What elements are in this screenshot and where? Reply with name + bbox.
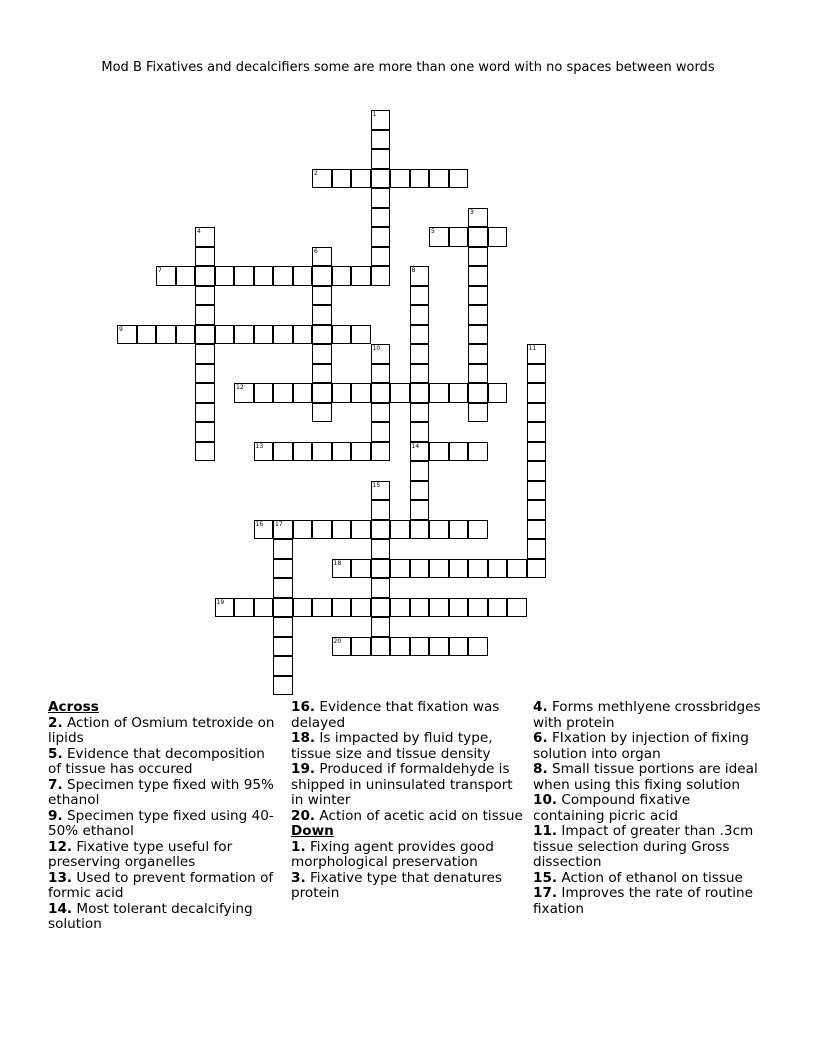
grid-number: 7 bbox=[158, 267, 162, 274]
grid-cell[interactable] bbox=[468, 364, 488, 384]
grid-cell[interactable] bbox=[371, 364, 391, 384]
grid-cell[interactable] bbox=[332, 442, 352, 462]
grid-cell[interactable] bbox=[176, 325, 196, 345]
grid-cell[interactable] bbox=[312, 383, 332, 403]
clue-text: Is impacted by fluid type, tissue size and tissue density bbox=[291, 730, 493, 762]
clue-number: 4. bbox=[533, 699, 548, 715]
clue-text: Forms methlyene crossbridges with protein bbox=[533, 699, 761, 731]
grid-cell[interactable] bbox=[195, 247, 215, 267]
clue-number: 14. bbox=[48, 900, 73, 917]
grid-cell[interactable] bbox=[468, 403, 488, 423]
grid-cell[interactable] bbox=[468, 247, 488, 267]
grid-cell[interactable] bbox=[332, 637, 352, 657]
grid-cell[interactable] bbox=[410, 461, 430, 481]
grid-cell[interactable] bbox=[410, 344, 430, 364]
grid-cell[interactable] bbox=[468, 305, 488, 325]
grid-cell[interactable] bbox=[312, 598, 332, 618]
grid-cell[interactable] bbox=[488, 227, 508, 247]
grid-number: 13 bbox=[255, 442, 264, 450]
grid-cell[interactable] bbox=[429, 520, 449, 540]
grid-cell[interactable] bbox=[195, 325, 215, 345]
grid-cell[interactable] bbox=[371, 520, 391, 540]
grid-cell[interactable] bbox=[527, 500, 547, 520]
grid-cell[interactable] bbox=[371, 169, 391, 189]
grid-cell[interactable] bbox=[488, 598, 508, 618]
grid-cell[interactable] bbox=[195, 227, 215, 247]
grid-cell[interactable] bbox=[371, 383, 391, 403]
grid-number: 16 bbox=[255, 520, 264, 528]
grid-cell[interactable] bbox=[371, 617, 391, 637]
grid-cell[interactable] bbox=[273, 442, 293, 462]
clue-across-5 bbox=[48, 747, 280, 778]
grid-cell[interactable] bbox=[293, 598, 313, 618]
grid-cell[interactable] bbox=[312, 344, 332, 364]
grid-cell[interactable] bbox=[312, 403, 332, 423]
grid-cell[interactable] bbox=[215, 325, 235, 345]
grid-cell[interactable] bbox=[351, 520, 371, 540]
grid-cell[interactable] bbox=[527, 403, 547, 423]
clue-across-9 bbox=[48, 809, 280, 840]
grid-cell[interactable] bbox=[195, 403, 215, 423]
grid-cell[interactable] bbox=[390, 520, 410, 540]
down-heading: Down bbox=[291, 823, 334, 839]
clue-text: Used to prevent formation of formic acid bbox=[48, 869, 274, 901]
grid-cell[interactable] bbox=[488, 383, 508, 403]
grid-number: 9 bbox=[119, 325, 123, 333]
grid-cell[interactable] bbox=[137, 325, 157, 345]
clue-number: 19. bbox=[291, 761, 316, 777]
grid-cell[interactable] bbox=[195, 383, 215, 403]
grid-cell[interactable] bbox=[527, 344, 547, 364]
grid-cell[interactable] bbox=[449, 559, 469, 579]
clue-number: 8. bbox=[533, 761, 548, 777]
grid-number: 10 bbox=[372, 345, 381, 352]
grid-cell[interactable] bbox=[195, 422, 215, 442]
grid-cell[interactable] bbox=[390, 559, 410, 579]
clue-number: 16. bbox=[291, 699, 316, 715]
grid-cell[interactable] bbox=[390, 169, 410, 189]
grid-cell[interactable] bbox=[351, 559, 371, 579]
grid-cell[interactable] bbox=[312, 266, 332, 286]
clue-number: 6. bbox=[533, 730, 548, 746]
grid-cell[interactable] bbox=[371, 539, 391, 559]
clue-number: 2. bbox=[48, 714, 63, 731]
grid-cell[interactable] bbox=[254, 598, 274, 618]
grid-cell[interactable] bbox=[468, 637, 488, 657]
grid-cell[interactable] bbox=[410, 305, 430, 325]
grid-cell[interactable] bbox=[273, 520, 293, 540]
grid-cell[interactable] bbox=[468, 325, 488, 345]
clue-across-2 bbox=[48, 716, 280, 747]
grid-cell[interactable] bbox=[351, 325, 371, 345]
clue-text: FIxation by injection of fixing solution into organ bbox=[533, 730, 749, 762]
clue-down-3 bbox=[291, 871, 523, 902]
grid-cell[interactable] bbox=[195, 266, 215, 286]
clue-down-4 bbox=[533, 700, 765, 731]
grid-cell[interactable] bbox=[332, 266, 352, 286]
grid-cell[interactable] bbox=[449, 442, 469, 462]
clue-text: Action of Osmium tetroxide on lipids bbox=[48, 714, 275, 746]
clue-number: 20. bbox=[291, 807, 316, 824]
grid-cell[interactable] bbox=[429, 169, 449, 189]
clue-across-16 bbox=[291, 700, 523, 731]
grid-cell[interactable] bbox=[371, 403, 391, 423]
grid-cell[interactable] bbox=[312, 520, 332, 540]
clues-column-3 bbox=[533, 700, 765, 917]
clue-number: 5. bbox=[48, 745, 63, 762]
clue-number: 1. bbox=[291, 838, 306, 855]
across-heading: Across bbox=[48, 699, 99, 715]
clue-number: 18. bbox=[291, 730, 316, 746]
grid-number: 18 bbox=[333, 559, 342, 567]
grid-cell[interactable] bbox=[273, 617, 293, 637]
grid-cell[interactable] bbox=[527, 442, 547, 462]
grid-cell[interactable] bbox=[371, 227, 391, 247]
grid-cell[interactable] bbox=[468, 383, 488, 403]
grid-cell[interactable] bbox=[332, 559, 352, 579]
grid-cell[interactable] bbox=[429, 559, 449, 579]
clue-number: 10. bbox=[533, 792, 558, 808]
grid-cell[interactable] bbox=[371, 481, 391, 501]
grid-cell[interactable] bbox=[195, 364, 215, 384]
grid-cell[interactable] bbox=[410, 403, 430, 423]
grid-cell[interactable] bbox=[234, 383, 254, 403]
clue-number: 3. bbox=[291, 869, 306, 886]
grid-cell[interactable] bbox=[351, 598, 371, 618]
clue-text: Compound fixative containing picric acid bbox=[533, 792, 691, 824]
grid-cell[interactable] bbox=[390, 637, 410, 657]
grid-number: 17 bbox=[275, 520, 283, 528]
clue-down-17 bbox=[533, 886, 765, 917]
grid-number: 2 bbox=[314, 169, 318, 177]
grid-cell[interactable] bbox=[371, 637, 391, 657]
grid-cell[interactable] bbox=[293, 325, 313, 345]
grid-cell[interactable] bbox=[371, 149, 391, 169]
grid-cell[interactable] bbox=[332, 325, 352, 345]
clue-across-14 bbox=[48, 902, 280, 933]
grid-cell[interactable] bbox=[429, 227, 449, 247]
clue-text: Small tissue portions are ideal when using this fixing solution bbox=[533, 761, 758, 793]
grid-cell[interactable] bbox=[371, 188, 391, 208]
grid-cell[interactable] bbox=[410, 637, 430, 657]
grid-cell[interactable] bbox=[293, 442, 313, 462]
grid-cell[interactable] bbox=[429, 383, 449, 403]
grid-cell[interactable] bbox=[273, 578, 293, 598]
grid-cell[interactable] bbox=[312, 442, 332, 462]
grid-cell[interactable] bbox=[410, 520, 430, 540]
grid-cell[interactable] bbox=[371, 266, 391, 286]
grid-cell[interactable] bbox=[312, 364, 332, 384]
grid-cell[interactable] bbox=[468, 598, 488, 618]
grid-cell[interactable] bbox=[527, 383, 547, 403]
grid-cell[interactable] bbox=[371, 578, 391, 598]
grid-cell[interactable] bbox=[507, 559, 527, 579]
grid-cell[interactable] bbox=[410, 266, 430, 286]
grid-cell[interactable] bbox=[429, 442, 449, 462]
clue-text: Specimen type fixed with 95% ethanol bbox=[48, 776, 274, 808]
clue-down-1 bbox=[291, 840, 523, 871]
grid-cell[interactable] bbox=[410, 422, 430, 442]
grid-cell[interactable] bbox=[195, 286, 215, 306]
clue-text: Impact of greater than .3cm tissue selection during Gross dissection bbox=[533, 823, 754, 870]
grid-cell[interactable] bbox=[410, 364, 430, 384]
grid-cell[interactable] bbox=[507, 598, 527, 618]
grid-cell[interactable] bbox=[371, 559, 391, 579]
clue-down-15 bbox=[533, 871, 765, 887]
clue-text: Improves the rate of routine fixation bbox=[533, 885, 754, 917]
grid-cell[interactable] bbox=[312, 169, 332, 189]
grid-cell[interactable] bbox=[312, 325, 332, 345]
grid-number: 5 bbox=[431, 228, 435, 235]
grid-cell[interactable] bbox=[215, 266, 235, 286]
grid-cell[interactable] bbox=[273, 656, 293, 676]
grid-cell[interactable] bbox=[195, 344, 215, 364]
grid-cell[interactable] bbox=[468, 559, 488, 579]
clues-column-2 bbox=[291, 700, 523, 902]
grid-cell[interactable] bbox=[273, 559, 293, 579]
grid-number: 19 bbox=[216, 598, 225, 606]
grid-cell[interactable] bbox=[156, 266, 176, 286]
grid-cell[interactable] bbox=[371, 598, 391, 618]
grid-cell[interactable] bbox=[371, 110, 391, 130]
grid-cell[interactable] bbox=[390, 383, 410, 403]
clue-text: Evidence that decomposition of tissue has occured bbox=[48, 745, 265, 777]
grid-cell[interactable] bbox=[351, 266, 371, 286]
grid-cell[interactable] bbox=[195, 305, 215, 325]
clue-across-7 bbox=[48, 778, 280, 809]
grid-cell[interactable] bbox=[468, 442, 488, 462]
clue-number: 13. bbox=[48, 869, 73, 886]
grid-cell[interactable] bbox=[410, 286, 430, 306]
grid-cell[interactable] bbox=[429, 598, 449, 618]
grid-cell[interactable] bbox=[527, 559, 547, 579]
clue-down-10 bbox=[533, 793, 765, 824]
grid-cell[interactable] bbox=[176, 266, 196, 286]
clue-text: Fixative type useful for preserving organelles bbox=[48, 838, 233, 870]
grid-cell[interactable] bbox=[468, 227, 488, 247]
clue-number: 15. bbox=[533, 869, 558, 886]
grid-cell[interactable] bbox=[156, 325, 176, 345]
grid-cell[interactable] bbox=[312, 247, 332, 267]
grid-cell[interactable] bbox=[293, 266, 313, 286]
grid-cell[interactable] bbox=[410, 598, 430, 618]
grid-cell[interactable] bbox=[273, 637, 293, 657]
grid-cell[interactable] bbox=[527, 422, 547, 442]
grid-cell[interactable] bbox=[234, 325, 254, 345]
grid-cell[interactable] bbox=[293, 383, 313, 403]
grid-cell[interactable] bbox=[234, 598, 254, 618]
grid-cell[interactable] bbox=[468, 286, 488, 306]
clue-text: Evidence that fixation was delayed bbox=[291, 699, 500, 731]
grid-cell[interactable] bbox=[410, 559, 430, 579]
grid-cell[interactable] bbox=[468, 344, 488, 364]
grid-cell[interactable] bbox=[371, 442, 391, 462]
grid-number: 15 bbox=[372, 481, 381, 489]
grid-cell[interactable] bbox=[234, 266, 254, 286]
clue-text: Produced if formaldehyde is shipped in uninsulated transport in winter bbox=[291, 761, 513, 808]
grid-cell[interactable] bbox=[273, 266, 293, 286]
grid-cell[interactable] bbox=[488, 559, 508, 579]
grid-number: 3 bbox=[470, 208, 474, 216]
grid-cell[interactable] bbox=[215, 598, 235, 618]
clue-down-8 bbox=[533, 762, 765, 793]
grid-cell[interactable] bbox=[371, 500, 391, 520]
clue-down-11 bbox=[533, 824, 765, 871]
grid-cell[interactable] bbox=[410, 481, 430, 501]
grid-cell[interactable] bbox=[332, 520, 352, 540]
clue-text: Specimen type fixed using 40-50% ethanol bbox=[48, 807, 274, 839]
grid-cell[interactable] bbox=[332, 169, 352, 189]
grid-number: 8 bbox=[411, 267, 416, 274]
clue-number: 9. bbox=[48, 807, 63, 824]
grid-cell[interactable] bbox=[468, 266, 488, 286]
grid-cell[interactable] bbox=[449, 520, 469, 540]
grid-cell[interactable] bbox=[410, 500, 430, 520]
grid-cell[interactable] bbox=[371, 247, 391, 267]
grid-cell[interactable] bbox=[273, 676, 293, 696]
grid-cell[interactable] bbox=[410, 383, 430, 403]
grid-cell[interactable] bbox=[527, 539, 547, 559]
grid-cell[interactable] bbox=[254, 325, 274, 345]
clue-across-20 bbox=[291, 809, 523, 825]
clue-text: Action of ethanol on tissue bbox=[561, 869, 743, 886]
grid-cell[interactable] bbox=[273, 383, 293, 403]
grid-cell[interactable] bbox=[468, 208, 488, 228]
grid-cell[interactable] bbox=[312, 286, 332, 306]
clues-column-1 bbox=[48, 700, 280, 933]
grid-cell[interactable] bbox=[449, 383, 469, 403]
clue-text: Fixing agent provides good morphological preservation bbox=[291, 838, 494, 870]
grid-cell[interactable] bbox=[371, 344, 391, 364]
grid-cell[interactable] bbox=[527, 520, 547, 540]
clue-across-19 bbox=[291, 762, 523, 809]
grid-cell[interactable] bbox=[254, 442, 274, 462]
grid-cell[interactable] bbox=[468, 520, 488, 540]
clue-across-18 bbox=[291, 731, 523, 762]
grid-cell[interactable] bbox=[527, 364, 547, 384]
puzzle-title: Mod B Fixatives and decalcifiers some are more than one word with no spaces between words bbox=[101, 60, 715, 75]
grid-cell[interactable] bbox=[273, 539, 293, 559]
grid-cell[interactable] bbox=[117, 325, 137, 345]
grid-cell[interactable] bbox=[371, 422, 391, 442]
grid-number: 11 bbox=[528, 345, 537, 352]
grid-cell[interactable] bbox=[332, 383, 352, 403]
grid-number: 4 bbox=[197, 228, 201, 235]
grid-cell[interactable] bbox=[351, 169, 371, 189]
grid-cell[interactable] bbox=[254, 266, 274, 286]
grid-cell[interactable] bbox=[449, 169, 469, 189]
clue-number: 12. bbox=[48, 838, 73, 855]
grid-cell[interactable] bbox=[293, 520, 313, 540]
grid-cell[interactable] bbox=[410, 325, 430, 345]
grid-cell[interactable] bbox=[254, 520, 274, 540]
grid-cell[interactable] bbox=[273, 325, 293, 345]
grid-cell[interactable] bbox=[254, 383, 274, 403]
grid-cell[interactable] bbox=[371, 208, 391, 228]
grid-cell[interactable] bbox=[527, 481, 547, 501]
grid-cell[interactable] bbox=[449, 227, 469, 247]
grid-cell[interactable] bbox=[371, 130, 391, 150]
clue-text: Action of acetic acid on tissue bbox=[319, 807, 523, 824]
clue-text: Most tolerant decalcifying solution bbox=[48, 900, 253, 932]
grid-number: 6 bbox=[314, 247, 318, 255]
clue-down-6 bbox=[533, 731, 765, 762]
grid-number: 12 bbox=[236, 384, 244, 391]
grid-number: 20 bbox=[333, 637, 342, 645]
grid-number: 1 bbox=[372, 111, 377, 118]
grid-cell[interactable] bbox=[410, 169, 430, 189]
grid-cell[interactable] bbox=[429, 637, 449, 657]
grid-cell[interactable] bbox=[351, 442, 371, 462]
grid-cell[interactable] bbox=[351, 637, 371, 657]
grid-cell[interactable] bbox=[273, 598, 293, 618]
clue-number: 7. bbox=[48, 776, 63, 793]
grid-cell[interactable] bbox=[351, 383, 371, 403]
grid-cell[interactable] bbox=[195, 442, 215, 462]
grid-cell[interactable] bbox=[449, 598, 469, 618]
grid-cell[interactable] bbox=[332, 598, 352, 618]
grid-cell[interactable] bbox=[449, 637, 469, 657]
grid-cell[interactable] bbox=[527, 461, 547, 481]
grid-cell[interactable] bbox=[390, 598, 410, 618]
grid-number: 14 bbox=[411, 442, 420, 450]
clue-across-13 bbox=[48, 871, 280, 902]
clue-number: 11. bbox=[533, 823, 558, 839]
grid-cell[interactable] bbox=[312, 305, 332, 325]
clue-number: 17. bbox=[533, 885, 558, 901]
clue-text: Fixative type that denatures protein bbox=[291, 869, 503, 901]
grid-cell[interactable] bbox=[410, 442, 430, 462]
clue-across-12 bbox=[48, 840, 280, 871]
